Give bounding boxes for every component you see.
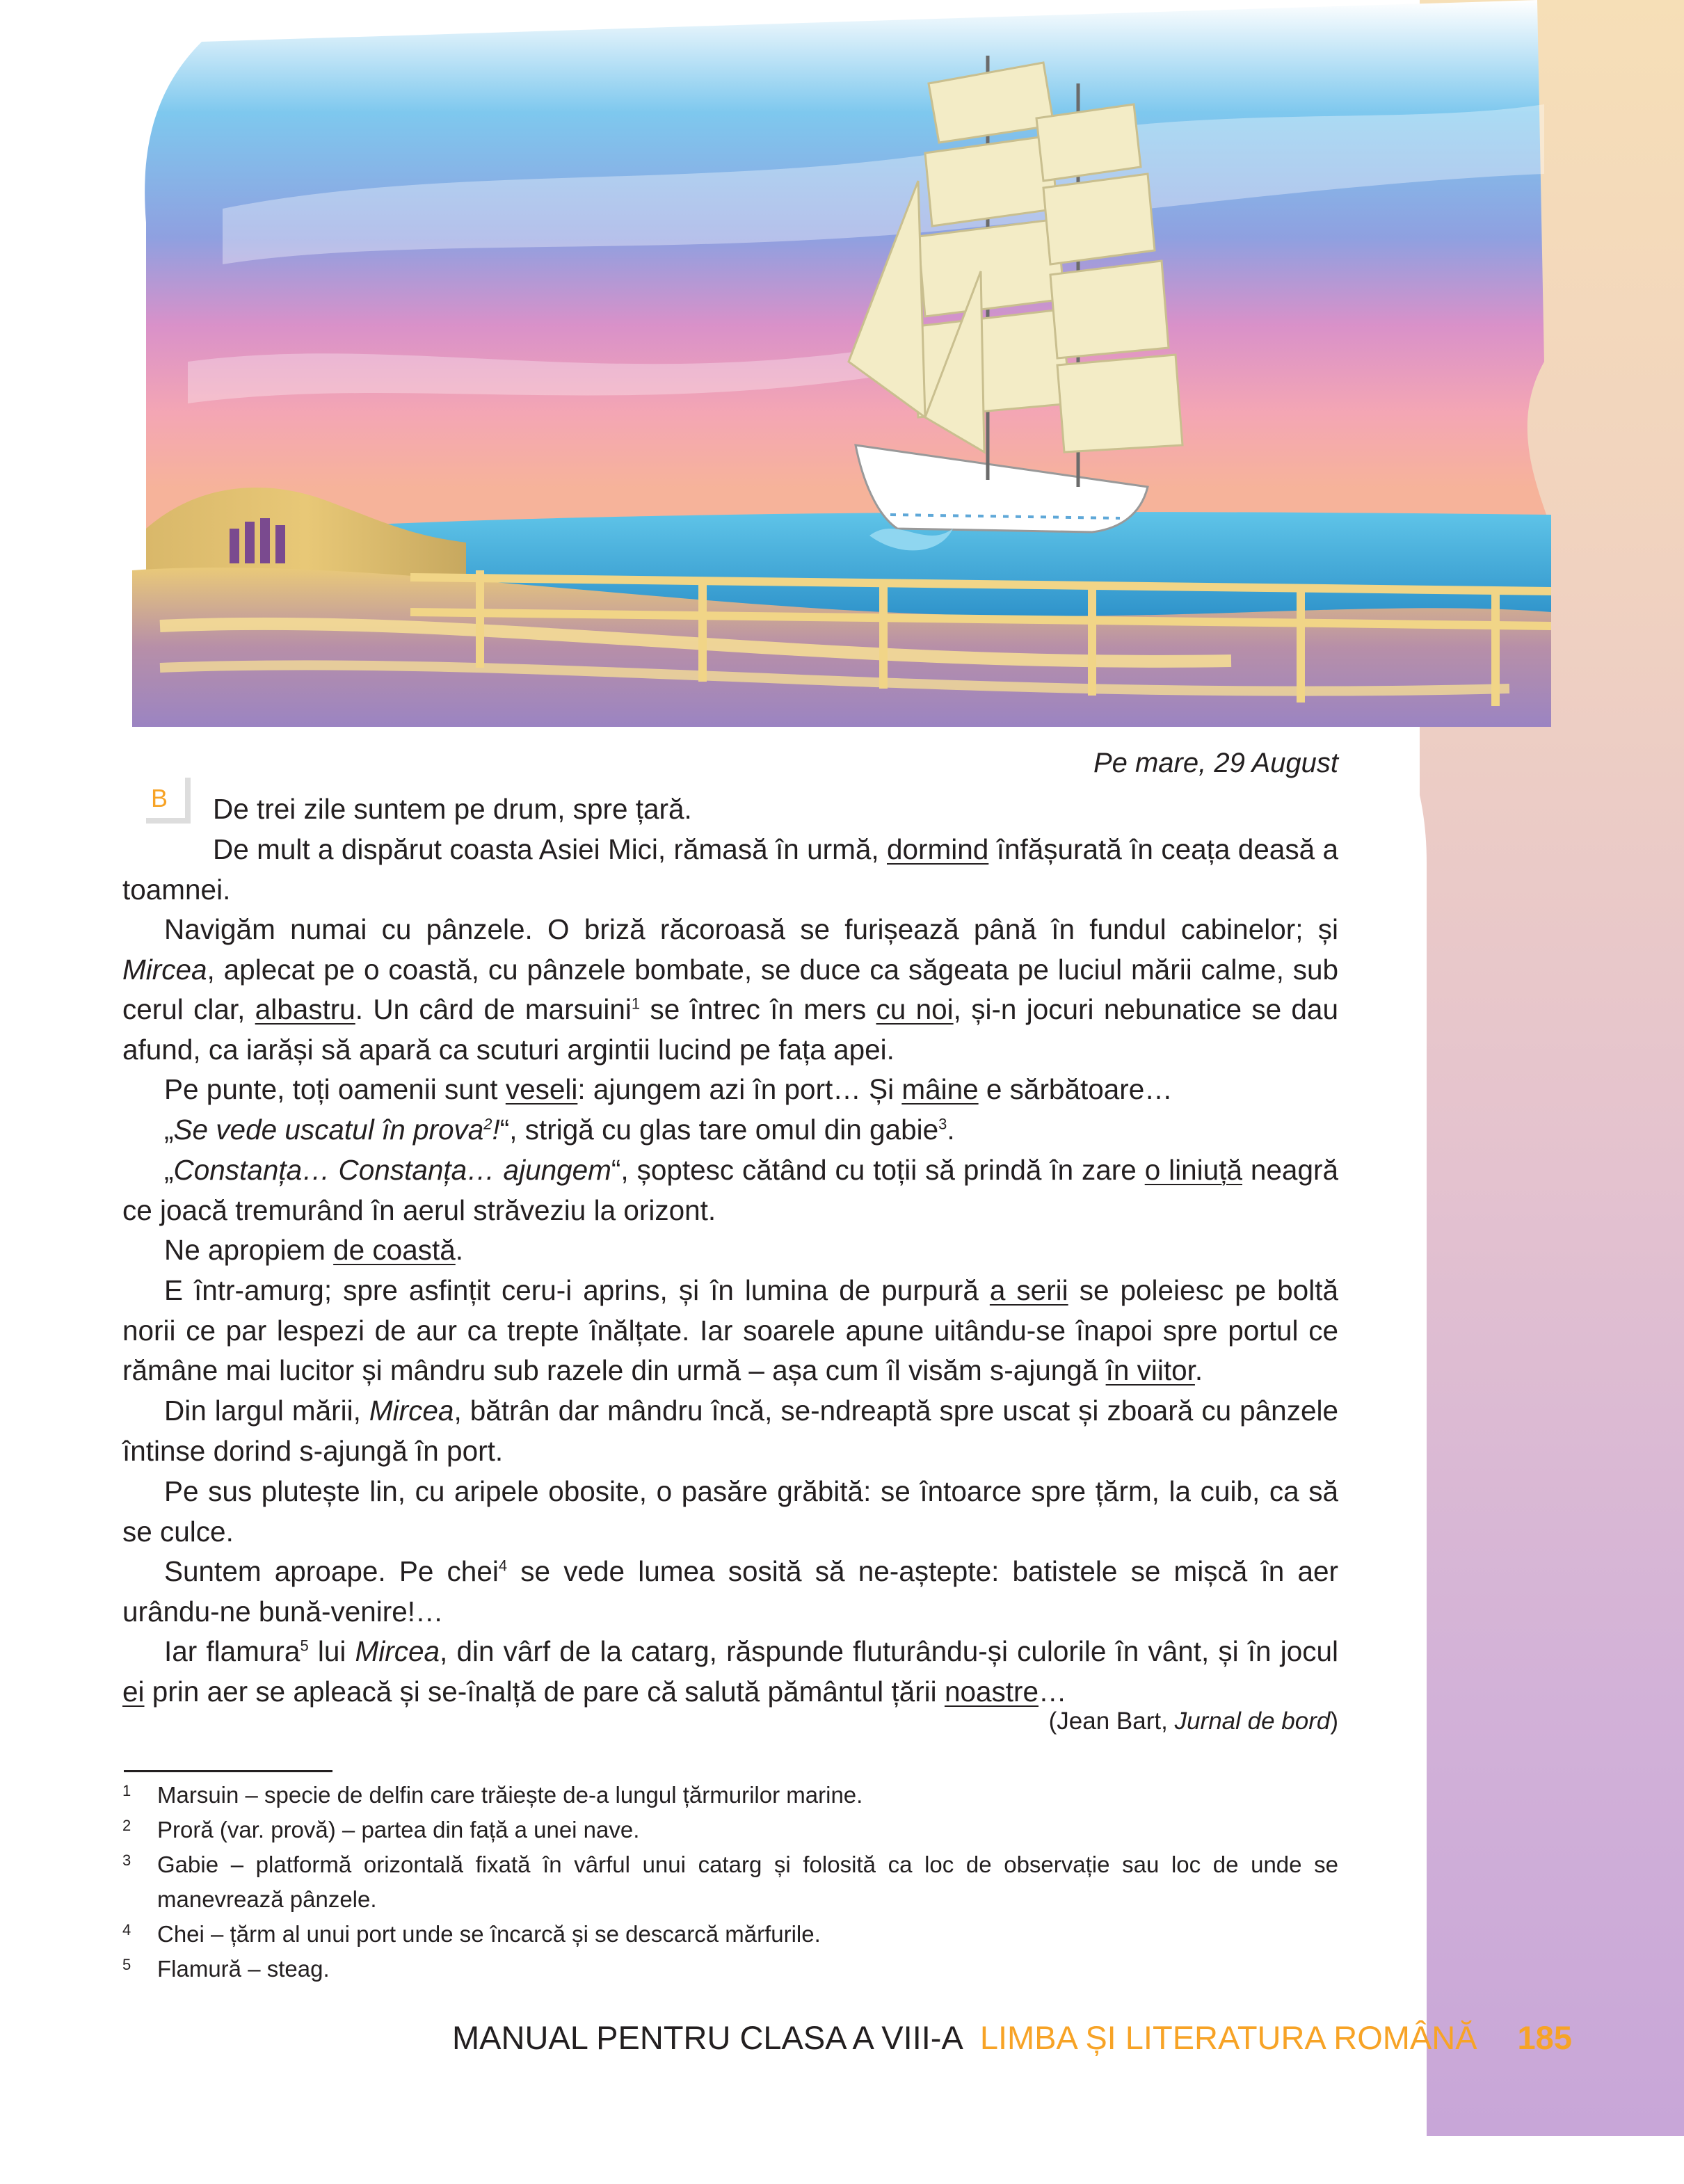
- footnote-5: [122, 1952, 1338, 1986]
- text-source: [1049, 1708, 1338, 1735]
- footnote-number: 3: [122, 1852, 131, 1869]
- text-run: se poleiesc pe boltă norii ce par lespezi de aur ca trepte înălțate. Iar soarele apune uitându-se înapoi spre portul ce rămâne mai lucitor și mândru sub razele din urmă – așa cum îl visăm s-ajungă: [122, 1274, 1338, 1386]
- paragraph-1: [213, 789, 1338, 830]
- text-run: Navigăm numai cu pânzele. O briză răcoroasă se furișează până în fundul cabinelor; și: [164, 913, 1338, 945]
- section-letter: B: [151, 784, 168, 812]
- ship-name: Mircea: [369, 1395, 454, 1427]
- text-run: „: [164, 1154, 174, 1186]
- paragraph-8: [122, 1271, 1338, 1391]
- underlined-word: veseli: [505, 1073, 578, 1105]
- underlined-word: a serii: [989, 1274, 1068, 1306]
- footnote-4: [122, 1917, 1338, 1952]
- footnote-text: Marsuin – specie de delfin care trăiește de-a lungul țărmurilor marine.: [157, 1782, 863, 1808]
- source-title: Jurnal de bord: [1174, 1708, 1331, 1735]
- text-run: : ajungem azi în port… Și: [577, 1073, 902, 1105]
- quoted-whisper: Constanța… Constanța… ajungem: [173, 1154, 611, 1186]
- footnotes: [122, 1778, 1338, 1986]
- text-run: .: [455, 1234, 464, 1266]
- footnote-text: Chei – țărm al unui port unde se încarcă și se descarcă mărfurile.: [157, 1921, 821, 1947]
- text-run: Pe punte, toți oamenii sunt: [164, 1073, 506, 1105]
- subject-title: LIMBA ȘI LITERATURA ROMÂNĂ: [979, 2019, 1477, 2056]
- quoted-shout: Se vede uscatul în prova: [173, 1114, 484, 1146]
- footnote-divider: [124, 1770, 332, 1772]
- paragraph-text: De trei zile suntem pe drum, spre țară.: [213, 793, 692, 825]
- text-run: , bătrân dar mândru încă, se-ndreaptă spre uscat și zboară cu pânzele întinse dorind s-ajungă în port.: [122, 1395, 1338, 1467]
- text-run: “, șoptesc cătând cu toții să prindă în zare: [611, 1154, 1145, 1186]
- footnote-text: Proră (var. provă) – partea din față a unei nave.: [157, 1817, 640, 1842]
- underlined-word: albastru: [255, 993, 355, 1025]
- text-run: , și-n jocuri nebunatice se dau afund, ca iarăși să apară ca scuturi argintii lucind pe fața apei.: [122, 993, 1338, 1066]
- paragraph-11: [122, 1552, 1338, 1632]
- text-run: înfășurată în ceața deasă a toamnei.: [122, 833, 1338, 906]
- source-close: ): [1330, 1708, 1338, 1735]
- ship-name: Mircea: [355, 1635, 440, 1667]
- text-run: Suntem aproape. Pe chei: [164, 1555, 499, 1587]
- text-run: Ne apropiem: [164, 1234, 334, 1266]
- text-run: E într-amurg; spre asfințit ceru-i aprins, și în lumina de purpură: [164, 1274, 990, 1306]
- footnote-ref: 4: [498, 1557, 508, 1575]
- text-run: .: [947, 1114, 955, 1146]
- text-run: Iar flamura: [164, 1635, 300, 1667]
- text-run: lui: [308, 1635, 355, 1667]
- underlined-word: dormind: [887, 833, 989, 865]
- text-run: . Un cârd de marsuini: [355, 993, 632, 1025]
- text-run: se întrec în mers: [640, 993, 876, 1025]
- text-run: De mult a dispărut coasta Asiei Mici, rămasă în urmă,: [213, 833, 887, 865]
- footnote-1: [122, 1778, 1338, 1813]
- text-run: !: [492, 1114, 500, 1146]
- footnote-number: 2: [122, 1817, 131, 1834]
- paragraph-3: [122, 910, 1338, 1070]
- text-run: „: [164, 1114, 174, 1146]
- text-run: prin aer se apleacă și se-înalță de pare că salută pământul țării: [144, 1675, 945, 1708]
- paragraph-4: [122, 1070, 1338, 1110]
- underlined-word: în viitor: [1105, 1354, 1195, 1386]
- text-run: se vede lumea sosită să ne-aștepte: batistele se mișcă în aer urându-ne bună-venire!…: [122, 1555, 1338, 1628]
- underlined-word: de coastă: [333, 1234, 456, 1266]
- paragraph-2: [122, 830, 1338, 910]
- text-run: …: [1039, 1675, 1067, 1708]
- footnote-number: 4: [122, 1921, 131, 1938]
- footnote-text: Flamură – steag.: [157, 1956, 330, 1982]
- text-run: .: [1194, 1354, 1203, 1386]
- underlined-word: noastre: [944, 1675, 1039, 1708]
- text-run: Din largul mării,: [164, 1395, 369, 1427]
- paragraph-7: [122, 1230, 1338, 1271]
- paragraph-9: [122, 1391, 1338, 1471]
- paragraph-10: [122, 1472, 1338, 1552]
- page-footer: [452, 2018, 1572, 2057]
- footnote-number: 1: [122, 1782, 131, 1799]
- text-run: Pe sus plutește lin, cu aripele obosite, o pasăre grăbită: se întoarce spre țărm, la cuib, ca să se culce.: [122, 1475, 1338, 1548]
- footnote-number: 5: [122, 1956, 131, 1973]
- underlined-word: ei: [122, 1675, 145, 1708]
- text-run: neagră ce joacă tremurând în aerul străveziu la orizont.: [122, 1154, 1338, 1226]
- underlined-word: mâine: [901, 1073, 979, 1105]
- diary-dateline: Pe mare, 29 August: [1093, 748, 1338, 778]
- page-number: 185: [1517, 2019, 1572, 2056]
- text-run: e sărbătoare…: [978, 1073, 1173, 1105]
- book-title: MANUAL PENTRU CLASA A VIII-A: [452, 2019, 963, 2056]
- footnote-3: [122, 1847, 1338, 1917]
- footnote-ref: 5: [300, 1637, 309, 1655]
- paragraph-5: [122, 1110, 1338, 1150]
- footnote-text: Gabie – platformă orizontală fixată în vârful unui catarg și folosită ca loc de observație sau loc de unde se manevrează pânzele.: [157, 1852, 1338, 1912]
- footnote-2: [122, 1813, 1338, 1847]
- text-run: , din vârf de la catarg, răspunde fluturându-și culorile în vânt, și în jocul: [440, 1635, 1338, 1667]
- sailing-ship-illustration: [118, 0, 1551, 727]
- paragraph-6: [122, 1150, 1338, 1230]
- paragraph-12: [122, 1632, 1338, 1712]
- underlined-word: cu noi: [876, 993, 954, 1025]
- source-author: (Jean Bart,: [1048, 1708, 1175, 1735]
- footnote-ref: 2: [483, 1115, 492, 1133]
- text-run: , aplecat pe o coastă, cu pânzele bombate, se duce ca săgeata pe luciul mării calme, sub cerul clar,: [122, 953, 1338, 1025]
- footnote-ref: 3: [938, 1115, 947, 1133]
- underlined-word: o liniuță: [1144, 1154, 1242, 1186]
- ship-name: Mircea: [122, 953, 207, 986]
- footnote-ref: 1: [631, 995, 641, 1013]
- text-run: “, strigă cu glas tare omul din gabie: [499, 1114, 939, 1146]
